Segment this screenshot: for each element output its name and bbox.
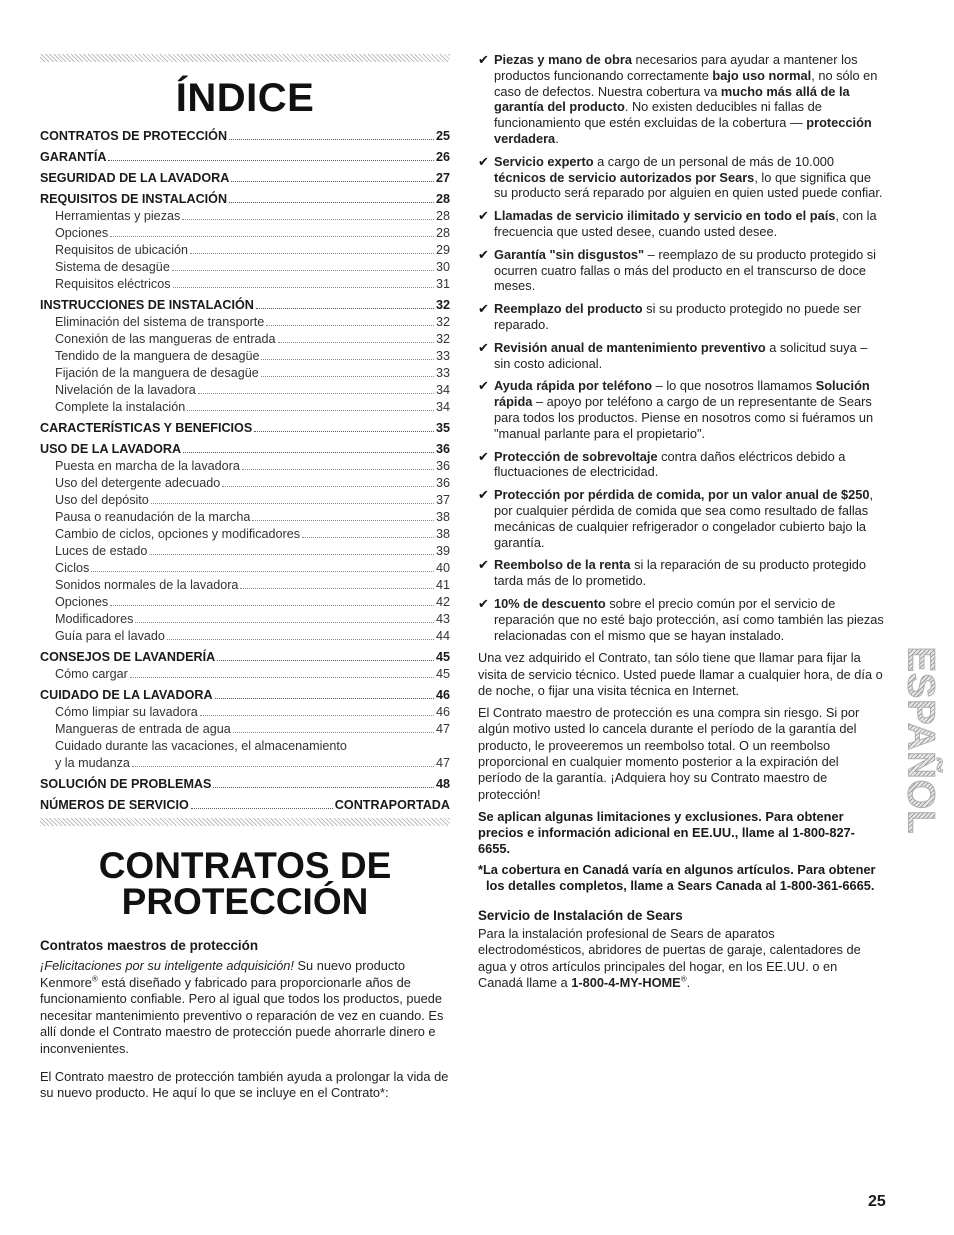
toc-subentry (40, 526, 450, 543)
toc-leader-dots (132, 755, 434, 767)
side-tab-label: ESPAÑOL (899, 646, 942, 834)
toc-page-number: 38 (435, 527, 450, 541)
toc-label: Conexión de las mangueras de entrada (55, 332, 276, 346)
contracts-title (40, 845, 450, 922)
toc-subentry (40, 365, 450, 382)
toc-leader-dots (215, 687, 434, 699)
toc-label: Requisitos eléctricos (55, 277, 171, 291)
toc-label: Fijación de la manguera de desagüe (55, 366, 259, 380)
toc-leader-dots (231, 170, 434, 182)
toc-leader-dots (213, 776, 434, 788)
check-icon: ✔ (478, 301, 489, 317)
toc-page-number: 41 (435, 578, 450, 592)
toc-section-entry (40, 776, 450, 793)
toc-page-number: 47 (435, 756, 450, 770)
benefit-annual-check: ✔ Revisión anual de mantenimiento preventivo a solicitud suya – sin costo adicional. (478, 339, 868, 371)
toc-leader-dots (261, 365, 434, 377)
toc-label: SOLUCIÓN DE PROBLEMAS (40, 777, 212, 791)
toc-leader-dots (200, 704, 434, 716)
toc-page-number: 27 (435, 171, 450, 185)
toc-subentry (40, 492, 450, 509)
contracts-paragraph-1 (40, 958, 450, 1058)
toc-subentry (40, 242, 450, 259)
installation-service-text: Para la instalación profesional de Sears de aparatos electrodomésticos, abridores de puertas de garaje, calentadores de agua y otros artículos principales del hogar, en los EE.UU. o en Canadá llame a 1-800-4-MY-HOME®. (478, 925, 861, 990)
master-contracts-heading: Contratos maestros de protección (40, 938, 259, 953)
toc-page-number: 33 (435, 366, 450, 380)
toc-page-number: 48 (435, 777, 450, 791)
registered-mark: ® (680, 974, 687, 984)
toc-page-number: 36 (435, 476, 450, 490)
toc-subentry (40, 458, 450, 475)
table-of-contents (40, 128, 450, 814)
toc-label: Nivelación de la lavadora (55, 383, 196, 397)
toc-label: Sonidos normales de la lavadora (55, 578, 239, 592)
check-icon: ✔ (478, 378, 489, 394)
toc-page-number: 28 (435, 226, 450, 240)
toc-section-entry (40, 687, 450, 704)
toc-leader-dots (217, 649, 434, 661)
toc-page-number: 35 (435, 421, 450, 435)
toc-section-entry (40, 649, 450, 666)
toc-leader-dots (167, 628, 434, 640)
toc-leader-dots (91, 560, 434, 572)
toc-label: Puesta en marcha de la lavadora (55, 459, 240, 473)
toc-leader-dots (130, 666, 434, 678)
toc-subentry (40, 399, 450, 416)
benefit-unlimited-calls: ✔ Llamadas de servicio ilimitado y servicio en todo el país, con la frecuencia que usted desee, cuando usted desee. (478, 208, 877, 239)
toc-page-number: 45 (435, 667, 450, 681)
toc-page-number: 38 (435, 510, 450, 524)
toc-subentry (40, 509, 450, 526)
toc-label: CONTRATOS DE PROTECCIÓN (40, 129, 228, 143)
toc-page-number: 32 (435, 298, 450, 312)
contracts-title-line2: PROTECCIÓN (121, 881, 369, 922)
toc-leader-dots (256, 297, 434, 309)
toc-subentry (40, 331, 450, 348)
toc-section-entry (40, 191, 450, 208)
toc-label: CUIDADO DE LA LAVADORA (40, 688, 213, 702)
toc-leader-dots (233, 721, 434, 733)
toc-section-entry (40, 128, 450, 145)
toc-page-number: 25 (435, 129, 450, 143)
toc-label: CONSEJOS DE LAVANDERÍA (40, 650, 216, 664)
toc-leader-dots (252, 509, 434, 521)
toc-label: Eliminación del sistema de transporte (55, 315, 265, 329)
toc-subentry (40, 208, 450, 225)
toc-leader-dots (229, 128, 434, 140)
benefit-replacement: ✔ Reemplazo del producto si su producto protegido no puede ser reparado. (478, 301, 862, 332)
bottom-hatch-rule (40, 818, 450, 826)
toc-label: INSTRUCCIONES DE INSTALACIÓN (40, 298, 254, 312)
benefit-phone-help: ✔ Ayuda rápida por teléfono – lo que nosotros llamamos Solución rápida – apoyo por teléfono a cargo de un representante de Sears para todos los productos. Piense en nosotros como si fuéramos un "manual parlante para el propietario". (478, 378, 874, 441)
toc-label: Sistema de desagüe (55, 260, 170, 274)
benefit-parts-labor: ✔ Piezas y mano de obra necesarios para ayudar a mantener los productos funcionando correctamente bajo uso normal, no sólo en caso de defectos. Nuestra cobertura va mucho más allá de la garantía del producto. No existen deducibles ni fallas de funcionamiento que estén excluidas de la cobertura — protección verdadera. (478, 52, 878, 146)
congrats-italic: ¡Felicitaciones por su inteligente adquisición! (40, 958, 294, 973)
toc-page-number: 46 (435, 705, 450, 719)
toc-label: Uso del depósito (55, 493, 149, 507)
toc-page-number: 26 (435, 150, 450, 164)
check-icon: ✔ (478, 153, 489, 169)
toc-leader-dots (173, 276, 434, 288)
toc-page-number: 39 (435, 544, 450, 558)
toc-leader-dots (240, 577, 434, 589)
toc-label: Luces de estado (55, 544, 148, 558)
toc-page-number: CONTRAPORTADA (334, 798, 450, 812)
toc-label: Cómo limpiar su lavadora (55, 705, 198, 719)
toc-label: Ciclos (55, 561, 90, 575)
toc-subentry (40, 755, 450, 772)
toc-page-number: 31 (435, 277, 450, 291)
benefit-surge-protection: ✔ Protección de sobrevoltaje contra daños eléctricos debido a fluctuaciones de electricidad. (478, 448, 846, 480)
toc-label: USO DE LA LAVADORA (40, 442, 182, 456)
toc-leader-dots (108, 149, 434, 161)
canada-note: *La cobertura en Canadá varía en algunos artículos. Para obtener los detalles completos, llame a Sears Canada al 1-800-361-6665. (478, 862, 876, 894)
toc-leader-dots (278, 331, 434, 343)
check-icon: ✔ (478, 246, 489, 262)
toc-leader-dots (222, 475, 434, 487)
toc-label: CARACTERÍSTICAS Y BENEFICIOS (40, 421, 253, 435)
p1-text-b: está diseñado y fabricado para proporcionarle años de funcionamiento confiable. Pero al igual que todos los productos, puede necesitar mantenimiento preventivo o reparación de vez en cuando. Es allí donde el Contrato maestro de protección puede ahorrarle dinero e inconvenientes. (40, 974, 444, 1056)
toc-page-number: 33 (435, 349, 450, 363)
toc-page-number: 30 (435, 260, 450, 274)
toc-leader-dots (198, 382, 434, 394)
toc-leader-dots (302, 526, 434, 538)
toc-leader-dots (110, 225, 434, 237)
toc-label: Cómo cargar (55, 667, 128, 681)
toc-leader-dots (135, 611, 434, 623)
toc-page-number: 40 (435, 561, 450, 575)
toc-label: y la mudanza (55, 756, 130, 770)
toc-page-number: 32 (435, 332, 450, 346)
toc-leader-dots (151, 492, 434, 504)
benefit-no-lemon: ✔ Garantía "sin disgustos" – reemplazo de su producto protegido si ocurren cuatro fallas o más del producto en el transcurso de doce meses. (478, 246, 876, 294)
toc-section-entry (40, 797, 450, 814)
toc-leader-dots (190, 242, 434, 254)
toc-section-entry (40, 297, 450, 314)
toc-page-number: 34 (435, 383, 450, 397)
benefit-discount: ✔ 10% de descuento sobre el precio común por el servicio de reparación que no esté bajo protección, así como también las piezas relacionadas con el mismo que se hayan instalado. (478, 595, 884, 643)
check-icon: ✔ (478, 52, 489, 67)
toc-section-entry (40, 441, 450, 458)
toc-leader-dots (182, 208, 434, 220)
toc-page-number: 47 (435, 722, 450, 736)
toc-label: Complete la instalación (55, 400, 186, 414)
toc-section-entry (40, 149, 450, 166)
toc-label: Pausa o reanudación de la marcha (55, 510, 251, 524)
toc-page-number: 29 (435, 243, 450, 257)
top-hatch-rule (40, 54, 450, 62)
contracts-paragraph-2: El Contrato maestro de protección también ayuda a prolongar la vida de su nuevo producto. He aquí lo que se incluye en el Contrato*: (40, 1068, 449, 1101)
check-icon: ✔ (478, 487, 489, 503)
toc-leader-dots (191, 797, 333, 809)
page-number: 25 (868, 1193, 886, 1210)
toc-label: GARANTÍA (40, 150, 107, 164)
toc-subentry (40, 475, 450, 492)
toc-subentry (40, 577, 450, 594)
limitations-note: Se aplican algunas limitaciones y exclusiones. Para obtener precios e información adicional en EE.UU., llame al 1-800-827-6655. (478, 808, 855, 856)
toc-label: Cuidado durante las vacaciones, el almacenamiento (55, 739, 347, 753)
toc-label: Mangueras de entrada de agua (55, 722, 231, 736)
toc-label: Requisitos de ubicación (55, 243, 189, 257)
toc-subentry (40, 348, 450, 365)
toc-page-number: 34 (435, 400, 450, 414)
benefit-rental-reimbursement: ✔ Reembolso de la renta si la reparación de su producto protegido tarda más de lo prometido. (478, 557, 867, 589)
toc-label: Tendido de la manguera de desagüe (55, 349, 260, 363)
check-icon: ✔ (478, 595, 489, 611)
toc-page-number: 28 (435, 192, 450, 206)
toc-label: Opciones (55, 595, 109, 609)
toc-label: Opciones (55, 226, 109, 240)
toc-label: SEGURIDAD DE LA LAVADORA (40, 171, 230, 185)
check-icon: ✔ (478, 208, 489, 224)
left-column (40, 54, 450, 1113)
toc-subentry (40, 560, 450, 577)
toc-leader-dots (261, 348, 434, 360)
toc-section-entry (40, 420, 450, 437)
toc-subentry (40, 611, 450, 628)
check-icon: ✔ (478, 448, 489, 464)
contracts-title-line1: CONTRATOS DE (98, 845, 392, 886)
toc-page-number: 44 (435, 629, 450, 643)
toc-leader-dots (242, 458, 434, 470)
installation-service-heading: Servicio de Instalación de Sears (478, 907, 683, 923)
toc-page-number: 32 (435, 315, 450, 329)
toc-page-number: 28 (435, 209, 450, 223)
toc-subentry (40, 259, 450, 276)
toc-section-entry (40, 170, 450, 187)
benefit-food-loss: ✔ Protección por pérdida de comida, por un valor anual de $250, por cualquier pérdida de comida que sea como resultado de fallas mecánicas de cualquier refrigerador o congelador cubierto bajo la garantía. (478, 487, 874, 550)
toc-leader-dots (187, 399, 434, 411)
toc-leader-dots (229, 191, 434, 203)
toc-label: NÚMEROS DE SERVICIO (40, 798, 189, 812)
toc-label: Uso del detergente adecuado (55, 476, 221, 490)
phone-number: 1-800-4-MY-HOME (571, 974, 681, 990)
check-icon: ✔ (478, 339, 489, 355)
toc-leader-dots (254, 420, 434, 432)
right-column (478, 52, 884, 997)
right-paragraph-2: El Contrato maestro de protección es una compra sin riesgo. Si por algún motivo usted lo cancela durante el período de la garantía del producto, le proveeremos un reembolso total. O un reembolso proporcional en cualquier momento posterior a la expiración del período de la garantía. ¡Adquiera hoy su Contrato maestro de protección! (478, 705, 860, 802)
benefits-list (478, 52, 884, 643)
toc-page-number: 45 (435, 650, 450, 664)
toc-page-number: 42 (435, 595, 450, 609)
toc-leader-dots (149, 543, 434, 555)
language-side-tab (900, 640, 940, 840)
benefit-expert-service: ✔ Servicio experto a cargo de un personal de más de 10.000 técnicos de servicio autorizados por Sears, lo que significa que su producto será reparado por alguien en quien usted puede confiar. (478, 153, 883, 201)
toc-label: Modificadores (55, 612, 134, 626)
toc-label: Guía para el lavado (55, 629, 165, 643)
toc-label: Cambio de ciclos, opciones y modificadores (55, 527, 300, 541)
toc-label: REQUISITOS DE INSTALACIÓN (40, 192, 228, 206)
check-icon: ✔ (478, 557, 489, 573)
toc-subentry (40, 594, 450, 611)
toc-leader-dots (183, 441, 434, 453)
toc-subentry (40, 666, 450, 683)
toc-leader-dots (172, 259, 434, 271)
toc-subentry (40, 543, 450, 560)
right-paragraph-1: Una vez adquirido el Contrato, tan sólo tiene que llamar para fijar la visita de servicio técnico. Usted puede llamar a cualquier hora, de día o de noche, o fijar una visita técnica en Internet. (478, 650, 883, 698)
toc-subentry (40, 314, 450, 331)
toc-subentry (40, 721, 450, 738)
toc-subentry (40, 276, 450, 293)
toc-subentry (40, 628, 450, 645)
toc-subentry (40, 704, 450, 721)
toc-subentry (40, 225, 450, 242)
p1-text-a: Su nuevo producto Kenmore (40, 958, 405, 990)
toc-page-number: 46 (435, 688, 450, 702)
toc-leader-dots (266, 314, 434, 326)
toc-page-number: 36 (435, 442, 450, 456)
toc-leader-dots (110, 594, 434, 606)
toc-page-number: 36 (435, 459, 450, 473)
registered-mark: ® (91, 974, 98, 984)
toc-label: Herramientas y piezas (55, 209, 181, 223)
toc-page-number: 37 (435, 493, 450, 507)
index-title: ÍNDICE (175, 76, 315, 120)
toc-subentry (40, 738, 450, 755)
toc-subentry (40, 382, 450, 399)
toc-page-number: 43 (435, 612, 450, 626)
